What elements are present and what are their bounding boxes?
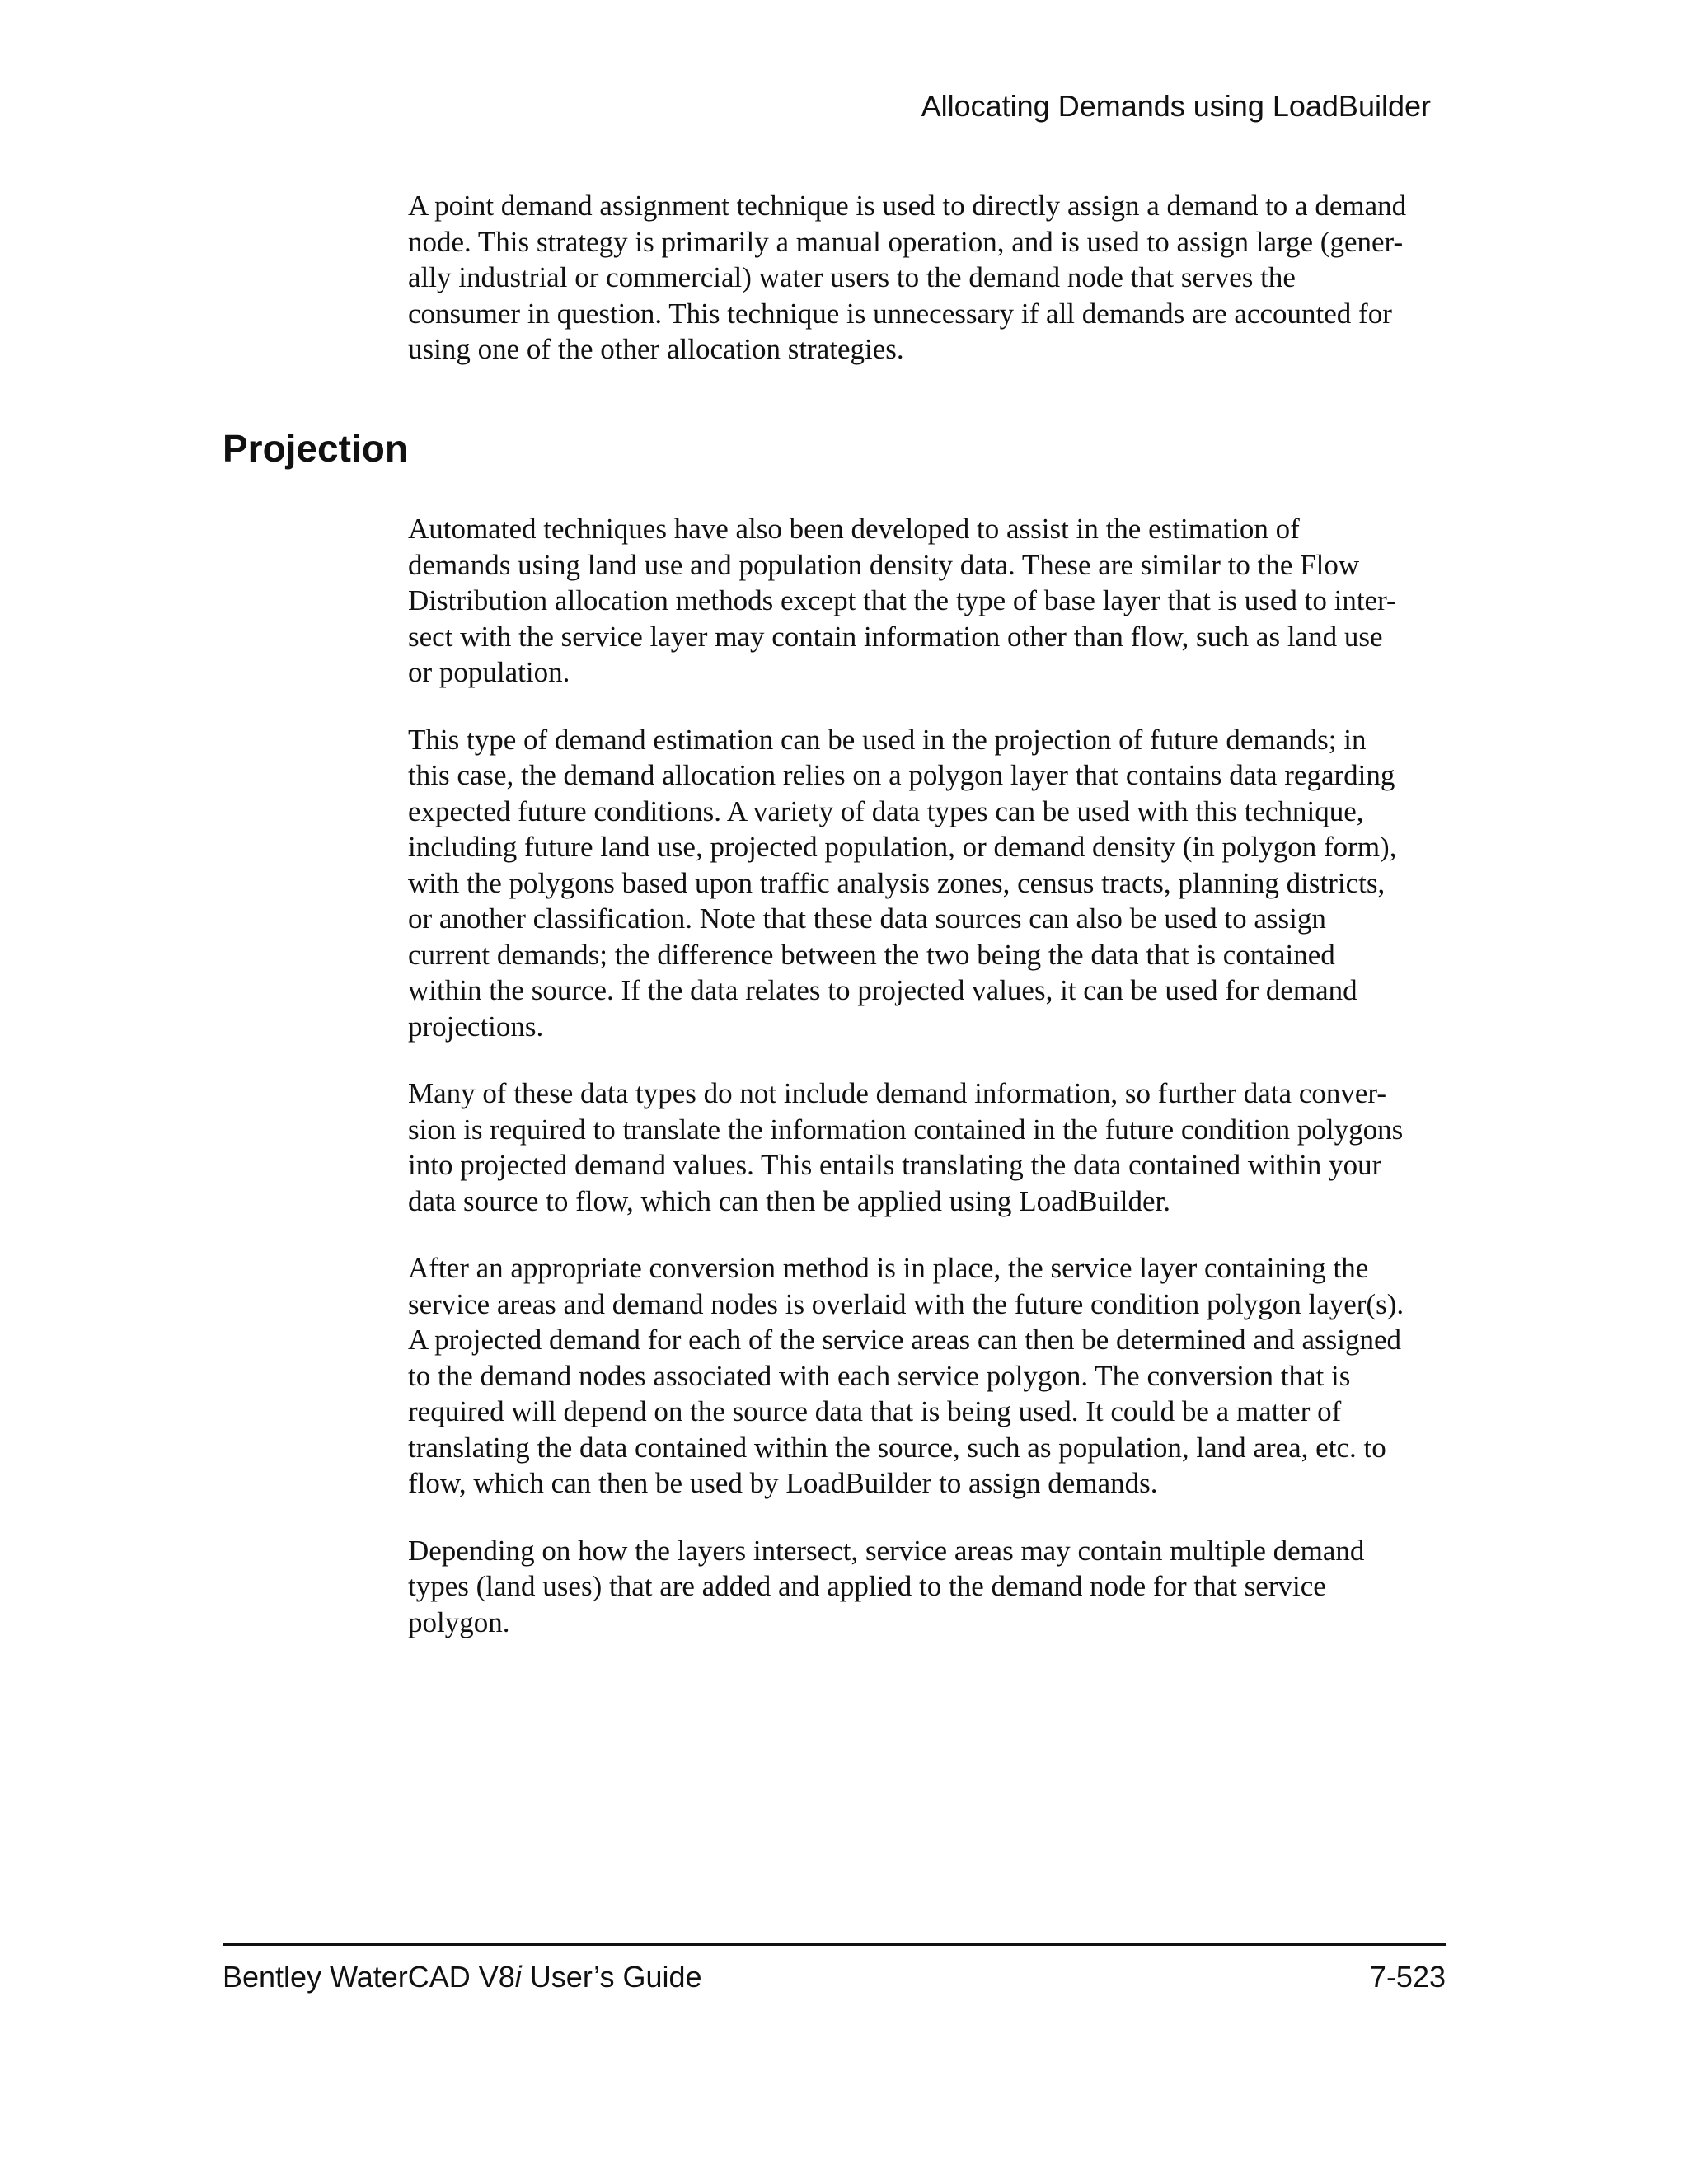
text-line: sect with the service layer may contain information other than flow, such as land use <box>408 620 1383 653</box>
text-line: service areas and demand nodes is overlaid with the future condition polygon layer(s). <box>408 1287 1404 1320</box>
text-line: projections. <box>408 1010 544 1043</box>
text-line: consumer in question. This technique is unnecessary if all demands are accounted for <box>408 297 1392 330</box>
text-line: this case, the demand allocation relies on a polygon layer that contains data regarding <box>408 759 1395 791</box>
text-line: expected future conditions. A variety of data types can be used with this technique, <box>408 794 1364 827</box>
text-line: into projected demand values. This entails translating the data contained within your <box>408 1149 1382 1181</box>
footer-divider <box>223 1943 1446 1946</box>
running-header-title: Allocating Demands using LoadBuilder <box>921 89 1431 123</box>
body-paragraph <box>408 1533 1451 1641</box>
text-line: A projected demand for each of the service areas can then be determined and assigned <box>408 1324 1402 1356</box>
text-line: ally industrial or commercial) water users to the demand node that serves the <box>408 261 1296 293</box>
text-line: current demands; the difference between the two being the data that is contained <box>408 938 1335 971</box>
text-line: data source to flow, which can then be applied using LoadBuilder. <box>408 1184 1170 1217</box>
text-line: to the demand nodes associated with each service polygon. The conversion that is <box>408 1359 1351 1392</box>
footer-title-italic: i <box>514 1960 522 1994</box>
text-line: polygon. <box>408 1605 510 1638</box>
text-line: within the source. If the data relates to projected values, it can be used for demand <box>408 974 1357 1006</box>
body-paragraph <box>408 1250 1451 1502</box>
intro-paragraph <box>408 188 1451 368</box>
body-paragraph <box>408 511 1451 691</box>
text-line: types (land uses) that are added and applied to the demand node for that service <box>408 1570 1326 1602</box>
text-line: Depending on how the layers intersect, service areas may contain multiple demand <box>408 1534 1365 1567</box>
text-line: demands using land use and population density data. These are similar to the Flow <box>408 548 1360 581</box>
footer-guide-title <box>223 1960 702 1994</box>
intro-section <box>408 188 1451 399</box>
body-paragraph <box>408 722 1451 1045</box>
text-line: This type of demand estimation can be used in the projection of future demands; in <box>408 723 1367 756</box>
text-line: flow, which can then be used by LoadBuilder to assign demands. <box>408 1467 1158 1499</box>
text-line: node. This strategy is primarily a manual operation, and is used to assign large (gener- <box>408 225 1404 258</box>
body-paragraph <box>408 1076 1451 1219</box>
text-line: or population. <box>408 656 570 688</box>
section-heading: Projection <box>223 427 408 470</box>
text-line: required will depend on the source data that is being used. It could be a matter of <box>408 1395 1342 1427</box>
text-line: A point demand assignment technique is used to directly assign a demand to a demand <box>408 190 1407 222</box>
footer-title-part: Bentley WaterCAD V8 <box>223 1960 515 1994</box>
text-line: or another classification. Note that these data sources can also be used to assign <box>408 902 1326 935</box>
text-line: Many of these data types do not include demand information, so further data conver- <box>408 1077 1386 1109</box>
section-body <box>408 511 1451 1671</box>
text-line: sion is required to translate the information contained in the future condition polygons <box>408 1113 1404 1146</box>
text-line: Automated techniques have also been developed to assist in the estimation of <box>408 513 1300 545</box>
text-line: After an appropriate conversion method is in place, the service layer containing the <box>408 1252 1369 1284</box>
page-number: 7-523 <box>1369 1960 1446 1994</box>
footer-title-part: User’s Guide <box>521 1960 702 1994</box>
text-line: translating the data contained within the source, such as population, land area, etc. to <box>408 1431 1386 1464</box>
text-line: including future land use, projected population, or demand density (in polygon form), <box>408 831 1397 863</box>
text-line: Distribution allocation methods except that the type of base layer that is used to inter- <box>408 584 1396 616</box>
text-line: using one of the other allocation strategies. <box>408 333 904 365</box>
text-line: with the polygons based upon traffic analysis zones, census tracts, planning districts, <box>408 866 1386 899</box>
